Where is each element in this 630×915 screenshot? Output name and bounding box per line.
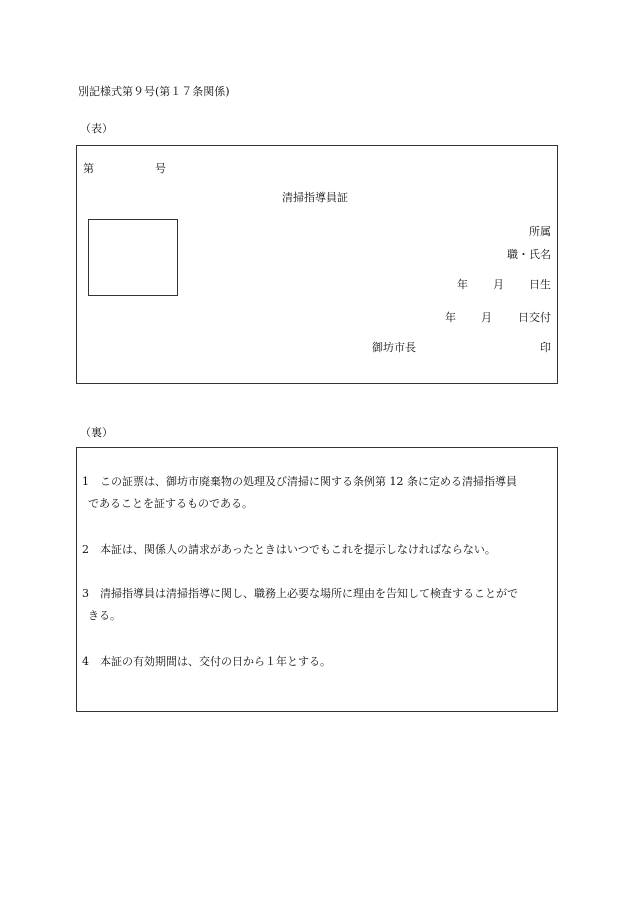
item-number: 1 [82, 475, 89, 488]
form-title: 別記様式第９号(第１７条関係) [78, 85, 230, 98]
seal-mark: 印 [540, 341, 551, 354]
item-text-continued: きる。 [88, 609, 121, 622]
affiliation-label: 所属 [529, 225, 551, 238]
issue-year-label: 年 [445, 311, 456, 324]
item-number: 4 [82, 655, 89, 668]
item-number: 3 [82, 587, 89, 600]
id-card-front [76, 145, 558, 384]
card-number-prefix: 第 [83, 162, 94, 175]
birth-month-label: 月 [493, 278, 504, 291]
list-item [82, 539, 558, 561]
list-item [82, 651, 558, 673]
issue-day-label: 日交付 [518, 311, 551, 324]
item-number: 2 [82, 543, 89, 556]
item-text: 本証は、関係人の請求があったときはいつでもこれを提示しなければならない。 [100, 543, 496, 556]
item-text: 本証の有効期間は、交付の日から１年とする。 [100, 655, 331, 668]
issue-month-label: 月 [481, 311, 492, 324]
item-text: 清掃指導員は清掃指導に関し、職務上必要な場所に理由を告知して検査することがで [100, 587, 518, 600]
list-item [82, 583, 558, 627]
name-label: 職・氏名 [507, 248, 551, 261]
birth-day-label: 日生 [529, 278, 551, 291]
back-side-label: （裏） [80, 426, 113, 439]
card-number-suffix: 号 [155, 162, 166, 175]
list-item [82, 471, 558, 515]
front-side-label: （表） [80, 122, 113, 135]
issuer-name: 御坊市長 [372, 341, 416, 354]
card-title: 清掃指導員証 [282, 191, 348, 204]
photo-placeholder [88, 219, 178, 296]
item-text-continued: であることを証するものである。 [88, 497, 253, 510]
birth-year-label: 年 [457, 278, 468, 291]
item-text: この証票は、御坊市廃棄物の処理及び清掃に関する条例第 12 条に定める清掃指導員 [100, 475, 517, 488]
